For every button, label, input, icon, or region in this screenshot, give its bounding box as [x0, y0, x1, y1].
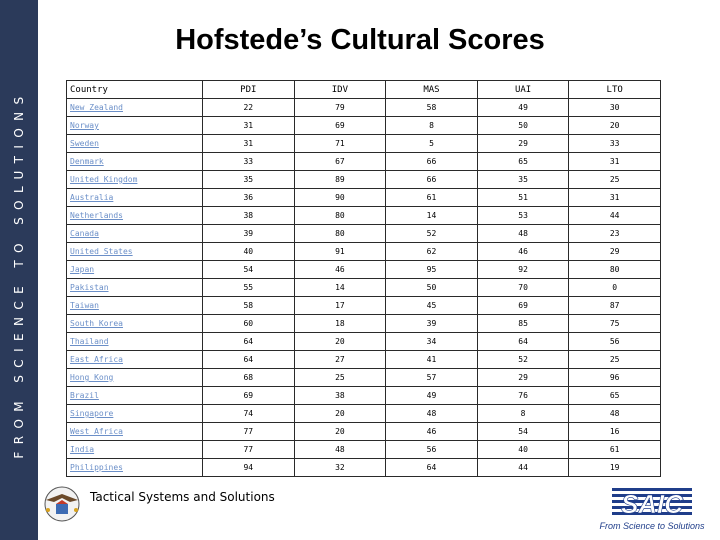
cell-country[interactable]: Hong Kong — [67, 369, 203, 387]
cell-idv: 20 — [294, 333, 386, 351]
cell-pdi: 31 — [203, 135, 295, 153]
cell-mas: 56 — [386, 441, 478, 459]
cell-pdi: 36 — [203, 189, 295, 207]
cell-mas: 45 — [386, 297, 478, 315]
table-row — [67, 207, 661, 225]
cell-uai: 54 — [477, 423, 569, 441]
table-row — [67, 243, 661, 261]
cell-mas: 66 — [386, 153, 478, 171]
cell-uai: 53 — [477, 207, 569, 225]
cell-idv: 25 — [294, 369, 386, 387]
saic-logo — [592, 484, 710, 536]
header-lto: LTO — [569, 81, 661, 99]
cell-country[interactable]: Netherlands — [67, 207, 203, 225]
cell-mas: 61 — [386, 189, 478, 207]
cell-uai: 76 — [477, 387, 569, 405]
cell-mas: 8 — [386, 117, 478, 135]
cell-country[interactable]: East Africa — [67, 351, 203, 369]
header-mas: MAS — [386, 81, 478, 99]
cell-pdi: 60 — [203, 315, 295, 333]
table-row — [67, 405, 661, 423]
cell-idv: 69 — [294, 117, 386, 135]
cell-country[interactable]: India — [67, 441, 203, 459]
table-row — [67, 315, 661, 333]
cell-lto: 31 — [569, 153, 661, 171]
cell-mas: 64 — [386, 459, 478, 477]
cell-idv: 79 — [294, 99, 386, 117]
cell-country[interactable]: United States — [67, 243, 203, 261]
table-row — [67, 441, 661, 459]
cell-idv: 20 — [294, 423, 386, 441]
cell-country[interactable]: Brazil — [67, 387, 203, 405]
table-row — [67, 117, 661, 135]
cell-mas: 34 — [386, 333, 478, 351]
cell-mas: 39 — [386, 315, 478, 333]
cell-uai: 49 — [477, 99, 569, 117]
cell-uai: 35 — [477, 171, 569, 189]
cell-country[interactable]: Philippines — [67, 459, 203, 477]
cell-uai: 69 — [477, 297, 569, 315]
cell-lto: 96 — [569, 369, 661, 387]
cell-pdi: 39 — [203, 225, 295, 243]
cell-uai: 50 — [477, 117, 569, 135]
cell-pdi: 68 — [203, 369, 295, 387]
cell-lto: 65 — [569, 387, 661, 405]
table-row — [67, 423, 661, 441]
cell-lto: 16 — [569, 423, 661, 441]
cell-uai: 44 — [477, 459, 569, 477]
cell-lto: 25 — [569, 351, 661, 369]
scores-table — [66, 80, 661, 477]
cell-idv: 32 — [294, 459, 386, 477]
cell-pdi: 69 — [203, 387, 295, 405]
table-row — [67, 351, 661, 369]
table-row — [67, 459, 661, 477]
table-row — [67, 189, 661, 207]
cell-uai: 65 — [477, 153, 569, 171]
cell-uai: 51 — [477, 189, 569, 207]
cell-idv: 67 — [294, 153, 386, 171]
cell-mas: 52 — [386, 225, 478, 243]
table-row — [67, 333, 661, 351]
cell-idv: 18 — [294, 315, 386, 333]
cell-country[interactable]: Singapore — [67, 405, 203, 423]
cell-country[interactable]: Sweden — [67, 135, 203, 153]
cell-country[interactable]: Canada — [67, 225, 203, 243]
table-row — [67, 99, 661, 117]
cell-mas: 57 — [386, 369, 478, 387]
header-country: Country — [67, 81, 203, 99]
cell-pdi: 64 — [203, 351, 295, 369]
header-pdi: PDI — [203, 81, 295, 99]
cell-pdi: 64 — [203, 333, 295, 351]
logo-tagline: From Science to Solutions — [599, 521, 705, 531]
cell-pdi: 74 — [203, 405, 295, 423]
cell-country[interactable]: South Korea — [67, 315, 203, 333]
cell-mas: 50 — [386, 279, 478, 297]
cell-mas: 5 — [386, 135, 478, 153]
table-row — [67, 261, 661, 279]
cell-idv: 48 — [294, 441, 386, 459]
cell-pdi: 31 — [203, 117, 295, 135]
cell-lto: 48 — [569, 405, 661, 423]
cell-pdi: 38 — [203, 207, 295, 225]
cell-uai: 29 — [477, 369, 569, 387]
eagle-emblem-icon — [40, 484, 85, 524]
cell-country[interactable]: Thailand — [67, 333, 203, 351]
header-uai: UAI — [477, 81, 569, 99]
cell-country[interactable]: Taiwan — [67, 297, 203, 315]
cell-country[interactable]: United Kingdom — [67, 171, 203, 189]
cell-lto: 29 — [569, 243, 661, 261]
cell-country[interactable]: New Zealand — [67, 99, 203, 117]
cell-idv: 80 — [294, 225, 386, 243]
cell-pdi: 22 — [203, 99, 295, 117]
cell-lto: 44 — [569, 207, 661, 225]
cell-uai: 8 — [477, 405, 569, 423]
cell-uai: 85 — [477, 315, 569, 333]
cell-lto: 61 — [569, 441, 661, 459]
cell-uai: 29 — [477, 135, 569, 153]
scores-table-container — [66, 80, 660, 482]
cell-uai: 52 — [477, 351, 569, 369]
sidebar-tagline: FROM SCIENCE TO SOLUTIONS — [12, 89, 26, 459]
cell-lto: 0 — [569, 279, 661, 297]
cell-pdi: 33 — [203, 153, 295, 171]
cell-lto: 23 — [569, 225, 661, 243]
cell-mas: 14 — [386, 207, 478, 225]
cell-country[interactable]: Japan — [67, 261, 203, 279]
cell-uai: 48 — [477, 225, 569, 243]
sidebar-band — [0, 0, 38, 540]
cell-uai: 92 — [477, 261, 569, 279]
cell-mas: 49 — [386, 387, 478, 405]
table-row — [67, 279, 661, 297]
cell-idv: 91 — [294, 243, 386, 261]
cell-mas: 46 — [386, 423, 478, 441]
table-row — [67, 171, 661, 189]
cell-lto: 30 — [569, 99, 661, 117]
cell-idv: 27 — [294, 351, 386, 369]
table-row — [67, 369, 661, 387]
cell-pdi: 77 — [203, 441, 295, 459]
cell-uai: 70 — [477, 279, 569, 297]
cell-uai: 46 — [477, 243, 569, 261]
cell-country[interactable]: Denmark — [67, 153, 203, 171]
cell-mas: 62 — [386, 243, 478, 261]
page-title: Hofstede’s Cultural Scores — [175, 24, 545, 56]
cell-idv: 71 — [294, 135, 386, 153]
cell-idv: 20 — [294, 405, 386, 423]
cell-lto: 33 — [569, 135, 661, 153]
cell-country[interactable]: Pakistan — [67, 279, 203, 297]
header-idv: IDV — [294, 81, 386, 99]
cell-mas: 48 — [386, 405, 478, 423]
cell-mas: 41 — [386, 351, 478, 369]
cell-lto: 19 — [569, 459, 661, 477]
cell-idv: 46 — [294, 261, 386, 279]
cell-mas: 95 — [386, 261, 478, 279]
cell-mas: 66 — [386, 171, 478, 189]
cell-uai: 64 — [477, 333, 569, 351]
cell-mas: 58 — [386, 99, 478, 117]
cell-pdi: 55 — [203, 279, 295, 297]
table-row — [67, 387, 661, 405]
table-row — [67, 153, 661, 171]
cell-lto: 75 — [569, 315, 661, 333]
cell-lto: 87 — [569, 297, 661, 315]
cell-country[interactable]: West Africa — [67, 423, 203, 441]
cell-uai: 40 — [477, 441, 569, 459]
cell-pdi: 35 — [203, 171, 295, 189]
table-row — [67, 135, 661, 153]
footer-brand: Tactical Systems and Solutions — [90, 490, 275, 504]
cell-country[interactable]: Norway — [67, 117, 203, 135]
cell-lto: 25 — [569, 171, 661, 189]
table-row — [67, 225, 661, 243]
cell-country[interactable]: Australia — [67, 189, 203, 207]
cell-lto: 56 — [569, 333, 661, 351]
cell-pdi: 58 — [203, 297, 295, 315]
cell-pdi: 54 — [203, 261, 295, 279]
cell-pdi: 40 — [203, 243, 295, 261]
cell-idv: 90 — [294, 189, 386, 207]
table-header-row — [67, 81, 661, 99]
cell-idv: 14 — [294, 279, 386, 297]
logo-wordmark: SAIC — [620, 489, 684, 519]
cell-idv: 17 — [294, 297, 386, 315]
cell-idv: 80 — [294, 207, 386, 225]
cell-lto: 20 — [569, 117, 661, 135]
table-row — [67, 297, 661, 315]
cell-pdi: 77 — [203, 423, 295, 441]
cell-lto: 31 — [569, 189, 661, 207]
cell-idv: 89 — [294, 171, 386, 189]
cell-lto: 80 — [569, 261, 661, 279]
cell-pdi: 94 — [203, 459, 295, 477]
cell-idv: 38 — [294, 387, 386, 405]
